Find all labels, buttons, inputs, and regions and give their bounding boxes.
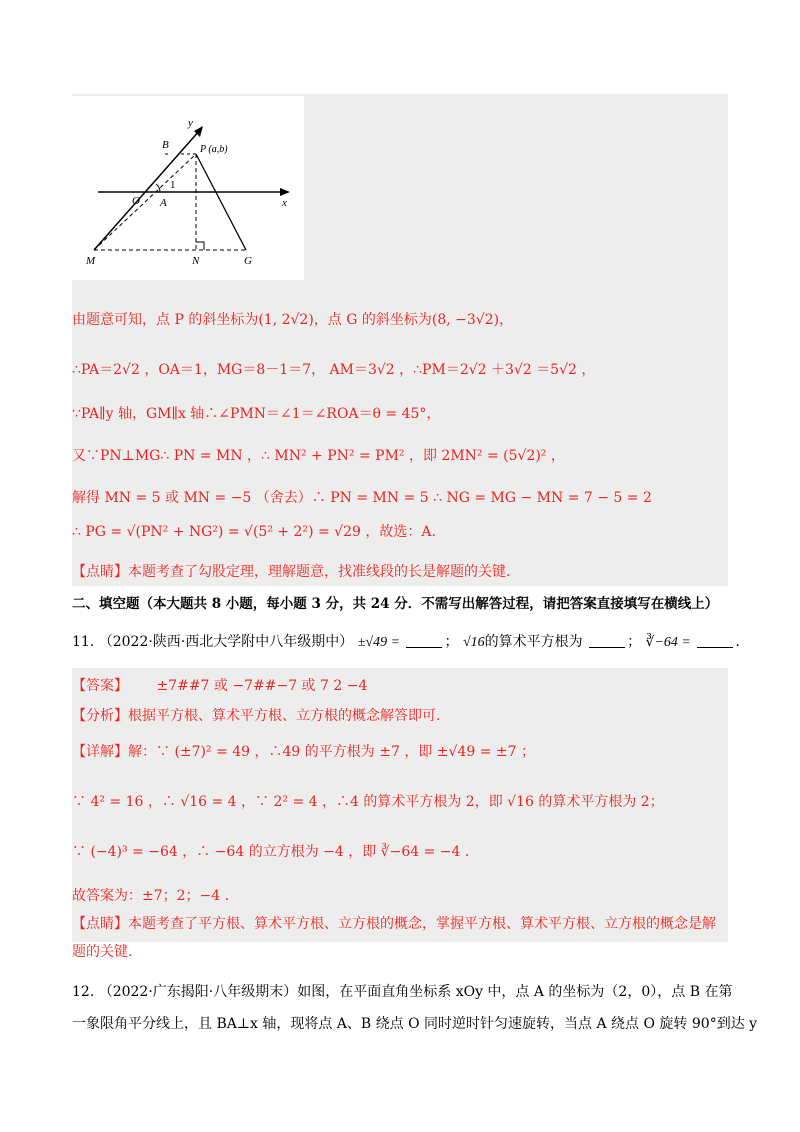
q11-blank-3[interactable]: [697, 633, 733, 648]
solution-line-3: ∵PA∥y 轴，GM∥x 轴∴∠PMN＝∠1＝∠ROA＝θ = 45°，: [72, 406, 441, 422]
q11-comment-1: 【点睛】本题考查了平方根、算术平方根、立方根的概念，掌握平方根、算术平方根、立方根的概念是解: [72, 916, 716, 932]
q11-answer: [72, 676, 367, 696]
analysis-label: 【分析】: [72, 708, 128, 724]
label-y: y: [188, 117, 193, 129]
q11-part1: ±√49 =: [357, 635, 401, 650]
label-G: G: [244, 255, 252, 267]
q11-final: 故答案为：±7；2；−4 .: [72, 888, 230, 904]
q11-detail-3: ∵ (−4)³ = −64 ，∴ −64 的立方根为 −4 ，即 ∛−64 = −4 .: [72, 844, 470, 860]
coordinate-figure: [72, 96, 304, 280]
q11-part2a: √16: [462, 635, 485, 650]
answer-text: ±7##7 或 −7##−7 或 7 2 −4: [156, 678, 368, 694]
solution-line-1: 由题意可知，点 P 的斜坐标为(1, 2√2)，点 G 的斜坐标为(8, −3√2)，: [72, 312, 514, 328]
label-A: A: [160, 197, 167, 209]
solution-line-6: ∴ PG = √(PN² + NG²) = √(5² + 2²) = √29 ，故选：A.: [72, 524, 436, 540]
label-N: N: [192, 255, 200, 267]
q11-comment-2: 题的关键.: [72, 944, 133, 960]
solution-line-5: 解得 MN = 5 或 MN = −5 （舍去）∴ PN = MN = 5 ∴ NG = MG − MN = 7 − 5 = 2: [72, 490, 652, 506]
q12-line-1: 12. （2022·广东揭阳·八年级期末）如图，在平面直角坐标系 xOy 中，点 A 的坐标为（2，0），点 B 在第: [72, 984, 733, 1000]
q11-sep-1: ；: [444, 634, 459, 650]
label-M: M: [86, 255, 96, 267]
question-11: [72, 632, 740, 653]
answer-label: 【答案】: [72, 678, 128, 694]
q11-blank-2[interactable]: [589, 633, 625, 648]
q11-blank-1[interactable]: [406, 633, 442, 648]
solution-line-2: ∴PA＝2√2 ，OA＝1，MG＝8－1＝7， AM＝3√2 ，∴PM＝2√2 ＋3√2 ＝5√2 ，: [72, 362, 596, 378]
label-O: O: [132, 195, 140, 207]
q11-number: 11.: [72, 634, 95, 650]
q11-detail-2: ∵ 4² = 16 ，∴ √16 = 4 ，∵ 2² = 4 ，∴4 的算术平方根为 2，即 √16 的算术平方根为 2；: [72, 794, 664, 810]
q11-end: .: [735, 634, 740, 650]
q11-detail-1: [72, 742, 535, 762]
q11-sep-2: ；: [627, 634, 642, 650]
q11-analysis: [72, 706, 440, 726]
detail-line-1: 解：∵ (±7)² = 49 ，∴49 的平方根为 ±7 ，即 ±√49 = ±7 ；: [128, 744, 535, 760]
solution-comment: 【点睛】本题考查了勾股定理，理解题意，找准线段的长是解题的关键.: [72, 564, 511, 580]
solution-line-4: 又∵PN⊥MG∴ PN = MN ，∴ MN² + PN² = PM² ，即 2MN² = (5√2)² ，: [72, 448, 565, 464]
label-x: x: [282, 197, 287, 209]
q11-part3: ∛−64 =: [645, 635, 691, 650]
q11-part2b: 的算术平方根为: [484, 634, 583, 650]
q12-line-2: 一象限角平分线上，且 BA⊥x 轴，现将点 A、B 绕点 O 同时逆时针匀速旋转，当点 A 绕点 O 旋转 90°到达 y: [72, 1016, 758, 1032]
section-heading: 二、填空题（本大题共 8 小题，每小题 3 分，共 24 分．不需写出解答过程，请把答案直接填写在横线上）: [72, 596, 719, 612]
label-B: B: [162, 139, 169, 151]
oblique-axes-diagram: [72, 96, 304, 280]
analysis-text: 根据平方根、算术平方根、立方根的概念解答即可.: [128, 708, 441, 724]
label-angle-1: 1: [170, 179, 176, 191]
label-P: P (a,b): [200, 144, 228, 155]
q11-source: （2022·陕西·西北大学附中八年级期中）: [98, 634, 354, 650]
detail-label: 【详解】: [72, 744, 128, 760]
